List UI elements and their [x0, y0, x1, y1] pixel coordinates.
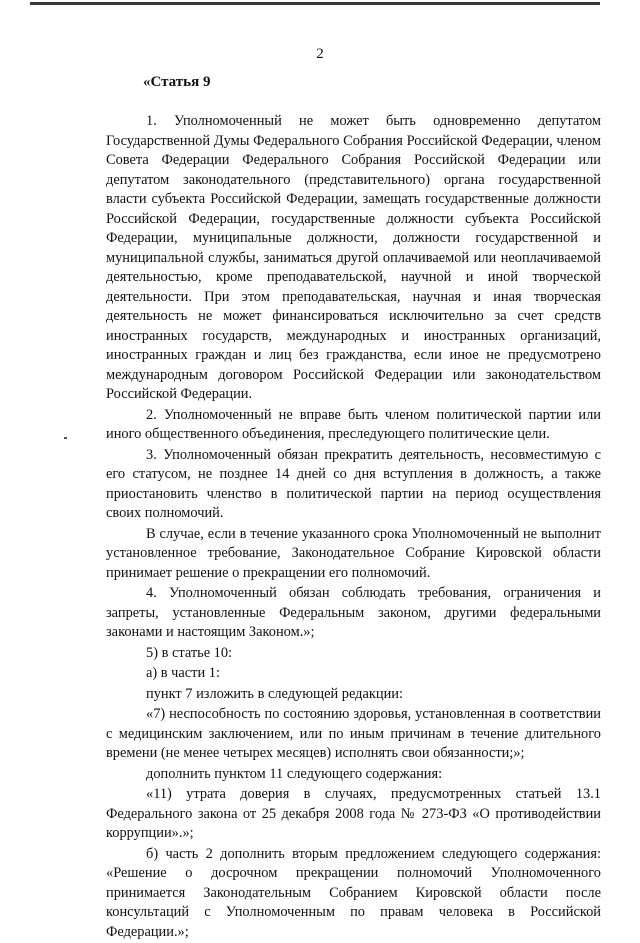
paragraph-8: пункт 7 изложить в следующей редакции:: [146, 685, 403, 702]
page-number: 2: [316, 46, 324, 62]
paragraph-4: В случае, если в течение указанного срока Уполномоченный не выполнит установленное требование, Законодательное Собрание Кировской области принимает решение о прекращении его полномочий.: [106, 525, 601, 581]
paragraph-10: дополнить пунктом 11 следующего содержания:: [146, 765, 443, 782]
paragraph-1: 1. Уполномоченный не может быть одновременно депутатом Государственной Думы Федерального Собрания Российской Федерации, членом Совета Федерации Федерального Собрания Российской Федерации или депутатом законодательного (представительного) органа государственной власти субъекта Российской Федерации, замещать государственные должности Российской Федерации, государственные должности субъекта Российской Федерации, муниципальные должности, должности государственной и муниципальной службы, заниматься другой оплачиваемой или неоплачиваемой деятельностью, кроме преподавательской, научной и иной творческой деятельности. При этом преподавательская, научная и иная творческая деятельность не может финансироваться исключительно за счет средств иностранных государств, международных и иностранных организаций, иностранных граждан и лиц без гражданства, если иное не предусмотрено международным договором Российской Федерации или законодательством Российской Федерации.: [106, 113, 601, 402]
paragraph-11: «11) утрата доверия в случаях, предусмотренных статьей 13.1 Федерального закона от 25 декабря 2008 года № 273-ФЗ «О противодействии коррупции».»;: [106, 786, 601, 841]
paragraph-5: 4. Уполномоченный обязан соблюдать требования, ограничения и запреты, установленные Федеральным законом, другими федеральными законами и настоящим Законом.»;: [106, 585, 601, 640]
document-body: [106, 112, 601, 943]
paragraph-2: 2. Уполномоченный не вправе быть членом политической партии или иного общественного объединения, преследующего политические цели.: [106, 406, 601, 442]
article-heading: «Статья 9: [143, 74, 211, 90]
paragraph-7: а) в части 1:: [146, 665, 220, 681]
paragraph-6: 5) в статье 10:: [146, 644, 233, 661]
paragraph-3: 3. Уполномоченный обязан прекратить деятельность, несовместимую с его статусом, не позднее 14 дней со дня вступления в должность, а также приостановить членство в политической партии на период осуществления своих полномочий.: [106, 446, 601, 521]
paragraph-9: «7) неспособность по состоянию здоровья, установленная в соответствии с медицинским заключением, или по иным причинам в течение длительного времени (не менее четырех месяцев) исполнять свои обязанности;»;: [106, 706, 601, 761]
top-border-line: [30, 2, 600, 5]
paragraph-12: б) часть 2 дополнить вторым предложением следующего содержания: «Решение о досрочном прекращении полномочий Уполномоченного принимается Законодательным Собранием Кировской области после консультаций с Уполномоченным по правам человека в Российской Федерации.»;: [106, 845, 601, 940]
scan-artifact: [64, 437, 67, 439]
